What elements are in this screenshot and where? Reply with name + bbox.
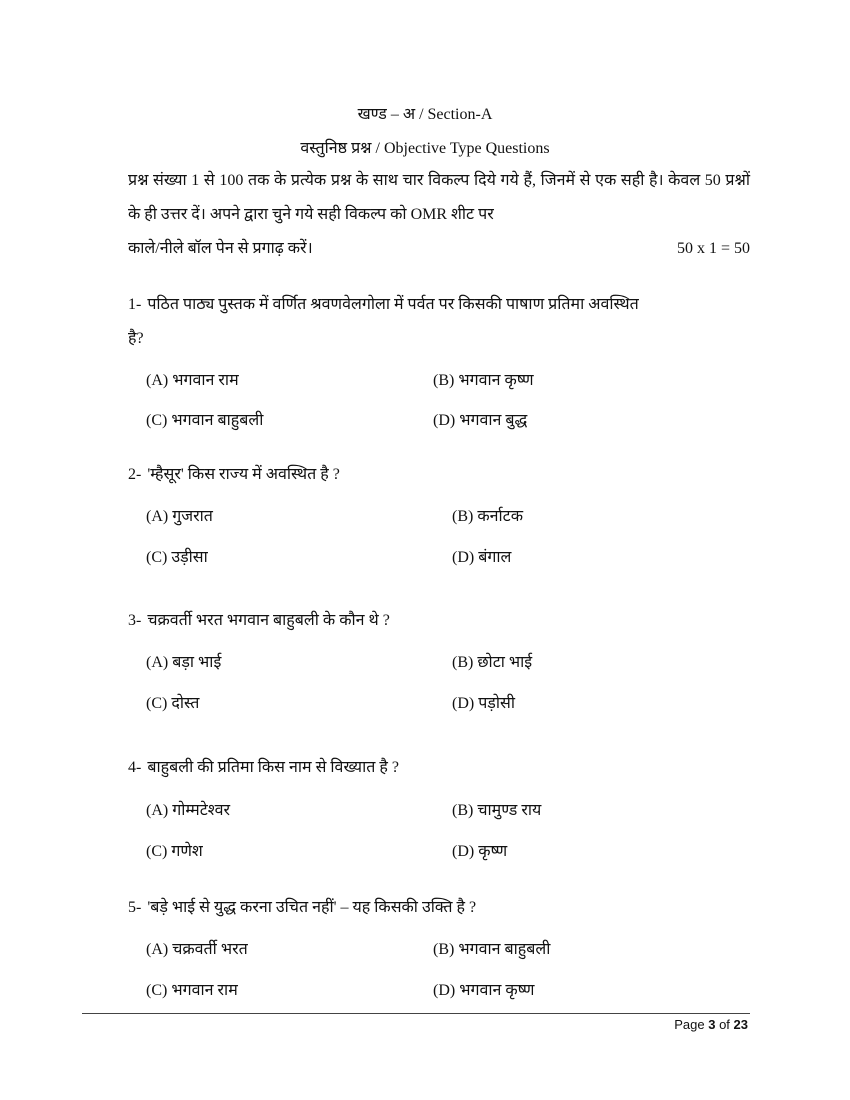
- q3-option-d: (D) पड़ोसी: [452, 695, 515, 712]
- q4-option-a: (A) गोम्मटेश्वर: [146, 802, 231, 819]
- q3-option-b: (B) छोटा भाई: [452, 654, 533, 671]
- current-page: 3: [708, 1017, 716, 1032]
- question-1: [128, 288, 750, 356]
- q5-option-a: (A) चक्रवर्ती भरत: [146, 941, 248, 958]
- q1-option-a: (A) भगवान राम: [146, 372, 239, 389]
- q2-option-d: (D) बंगाल: [452, 549, 512, 566]
- instructions-block: [128, 164, 750, 266]
- marks-scheme: 50 x 1 = 50: [676, 240, 750, 257]
- q2-option-b: (B) कर्नाटक: [452, 508, 523, 525]
- page-number: [674, 1017, 748, 1032]
- q5-option-b: (B) भगवान बाहुबली: [433, 941, 551, 958]
- page-label: Page: [674, 1017, 705, 1032]
- question-number: 2-: [128, 466, 142, 483]
- q4-option-d: (D) कृष्ण: [452, 843, 508, 860]
- of-label: of: [719, 1017, 730, 1032]
- q1-option-c: (C) भगवान बाहुबली: [146, 412, 264, 429]
- question-1-text: [128, 288, 750, 322]
- q2-option-a: (A) गुजरात: [146, 508, 213, 525]
- question-body: 'म्हैसूर' किस राज्य में अवस्थित है ?: [147, 466, 340, 483]
- footer-divider: [82, 1013, 750, 1014]
- question-5: [128, 891, 750, 925]
- question-body: पठित पाठ्य पुस्तक में वर्णित श्रवणवेलगोला में पर्वत पर किसकी पाषाण प्रतिमा अवस्थित: [147, 296, 639, 313]
- q1-option-b: (B) भगवान कृष्ण: [433, 372, 534, 389]
- question-2: [128, 458, 750, 492]
- q5-option-c: (C) भगवान राम: [146, 982, 238, 999]
- q1-option-d: (D) भगवान बुद्ध: [433, 412, 528, 429]
- question-3-text: [128, 604, 750, 638]
- instructions-text: प्रश्न संख्या 1 से 100 तक के प्रत्येक प्रश्न के साथ चार विकल्प दिये गये हैं, जिनमें से एक सही है। केवल 50 प्रश्नों के ही उत्तर दें। अपने द्वारा चुने गये सही विकल्प को OMR शीट पर: [128, 172, 750, 223]
- question-body: 'बड़े भाई से युद्ध करना उचित नहीं' – यह किसकी उक्ति है ?: [147, 899, 477, 916]
- question-number: 4-: [128, 759, 142, 776]
- section-heading: खण्ड – अ / Section-A: [357, 106, 493, 123]
- question-4: [128, 751, 750, 785]
- q2-option-c: (C) उड़ीसा: [146, 549, 208, 566]
- question-type-heading: वस्तुनिष्ठ प्रश्न / Objective Type Questions: [300, 140, 550, 157]
- question-number: 5-: [128, 899, 142, 916]
- question-1-text-continued: है?: [128, 330, 144, 347]
- q4-option-b: (B) चामुण्ड राय: [452, 802, 542, 819]
- q3-option-a: (A) बड़ा भाई: [146, 654, 222, 671]
- instructions-last-text: काले/नीले बॉल पेन से प्रगाढ़ करें।: [128, 240, 313, 257]
- q3-option-c: (C) दोस्त: [146, 695, 200, 712]
- total-pages: 23: [733, 1017, 748, 1032]
- question-2-text: [128, 458, 750, 492]
- question-5-text: [128, 891, 750, 925]
- question-3: [128, 604, 750, 638]
- question-body: चक्रवर्ती भरत भगवान बाहुबली के कौन थे ?: [147, 612, 390, 629]
- q5-option-d: (D) भगवान कृष्ण: [433, 982, 535, 999]
- q4-option-c: (C) गणेश: [146, 843, 203, 860]
- question-number: 1-: [128, 296, 142, 313]
- instructions-last-line: [128, 232, 750, 266]
- question-number: 3-: [128, 612, 142, 629]
- question-body: बाहुबली की प्रतिमा किस नाम से विख्यात है ?: [147, 759, 399, 776]
- question-4-text: [128, 751, 750, 785]
